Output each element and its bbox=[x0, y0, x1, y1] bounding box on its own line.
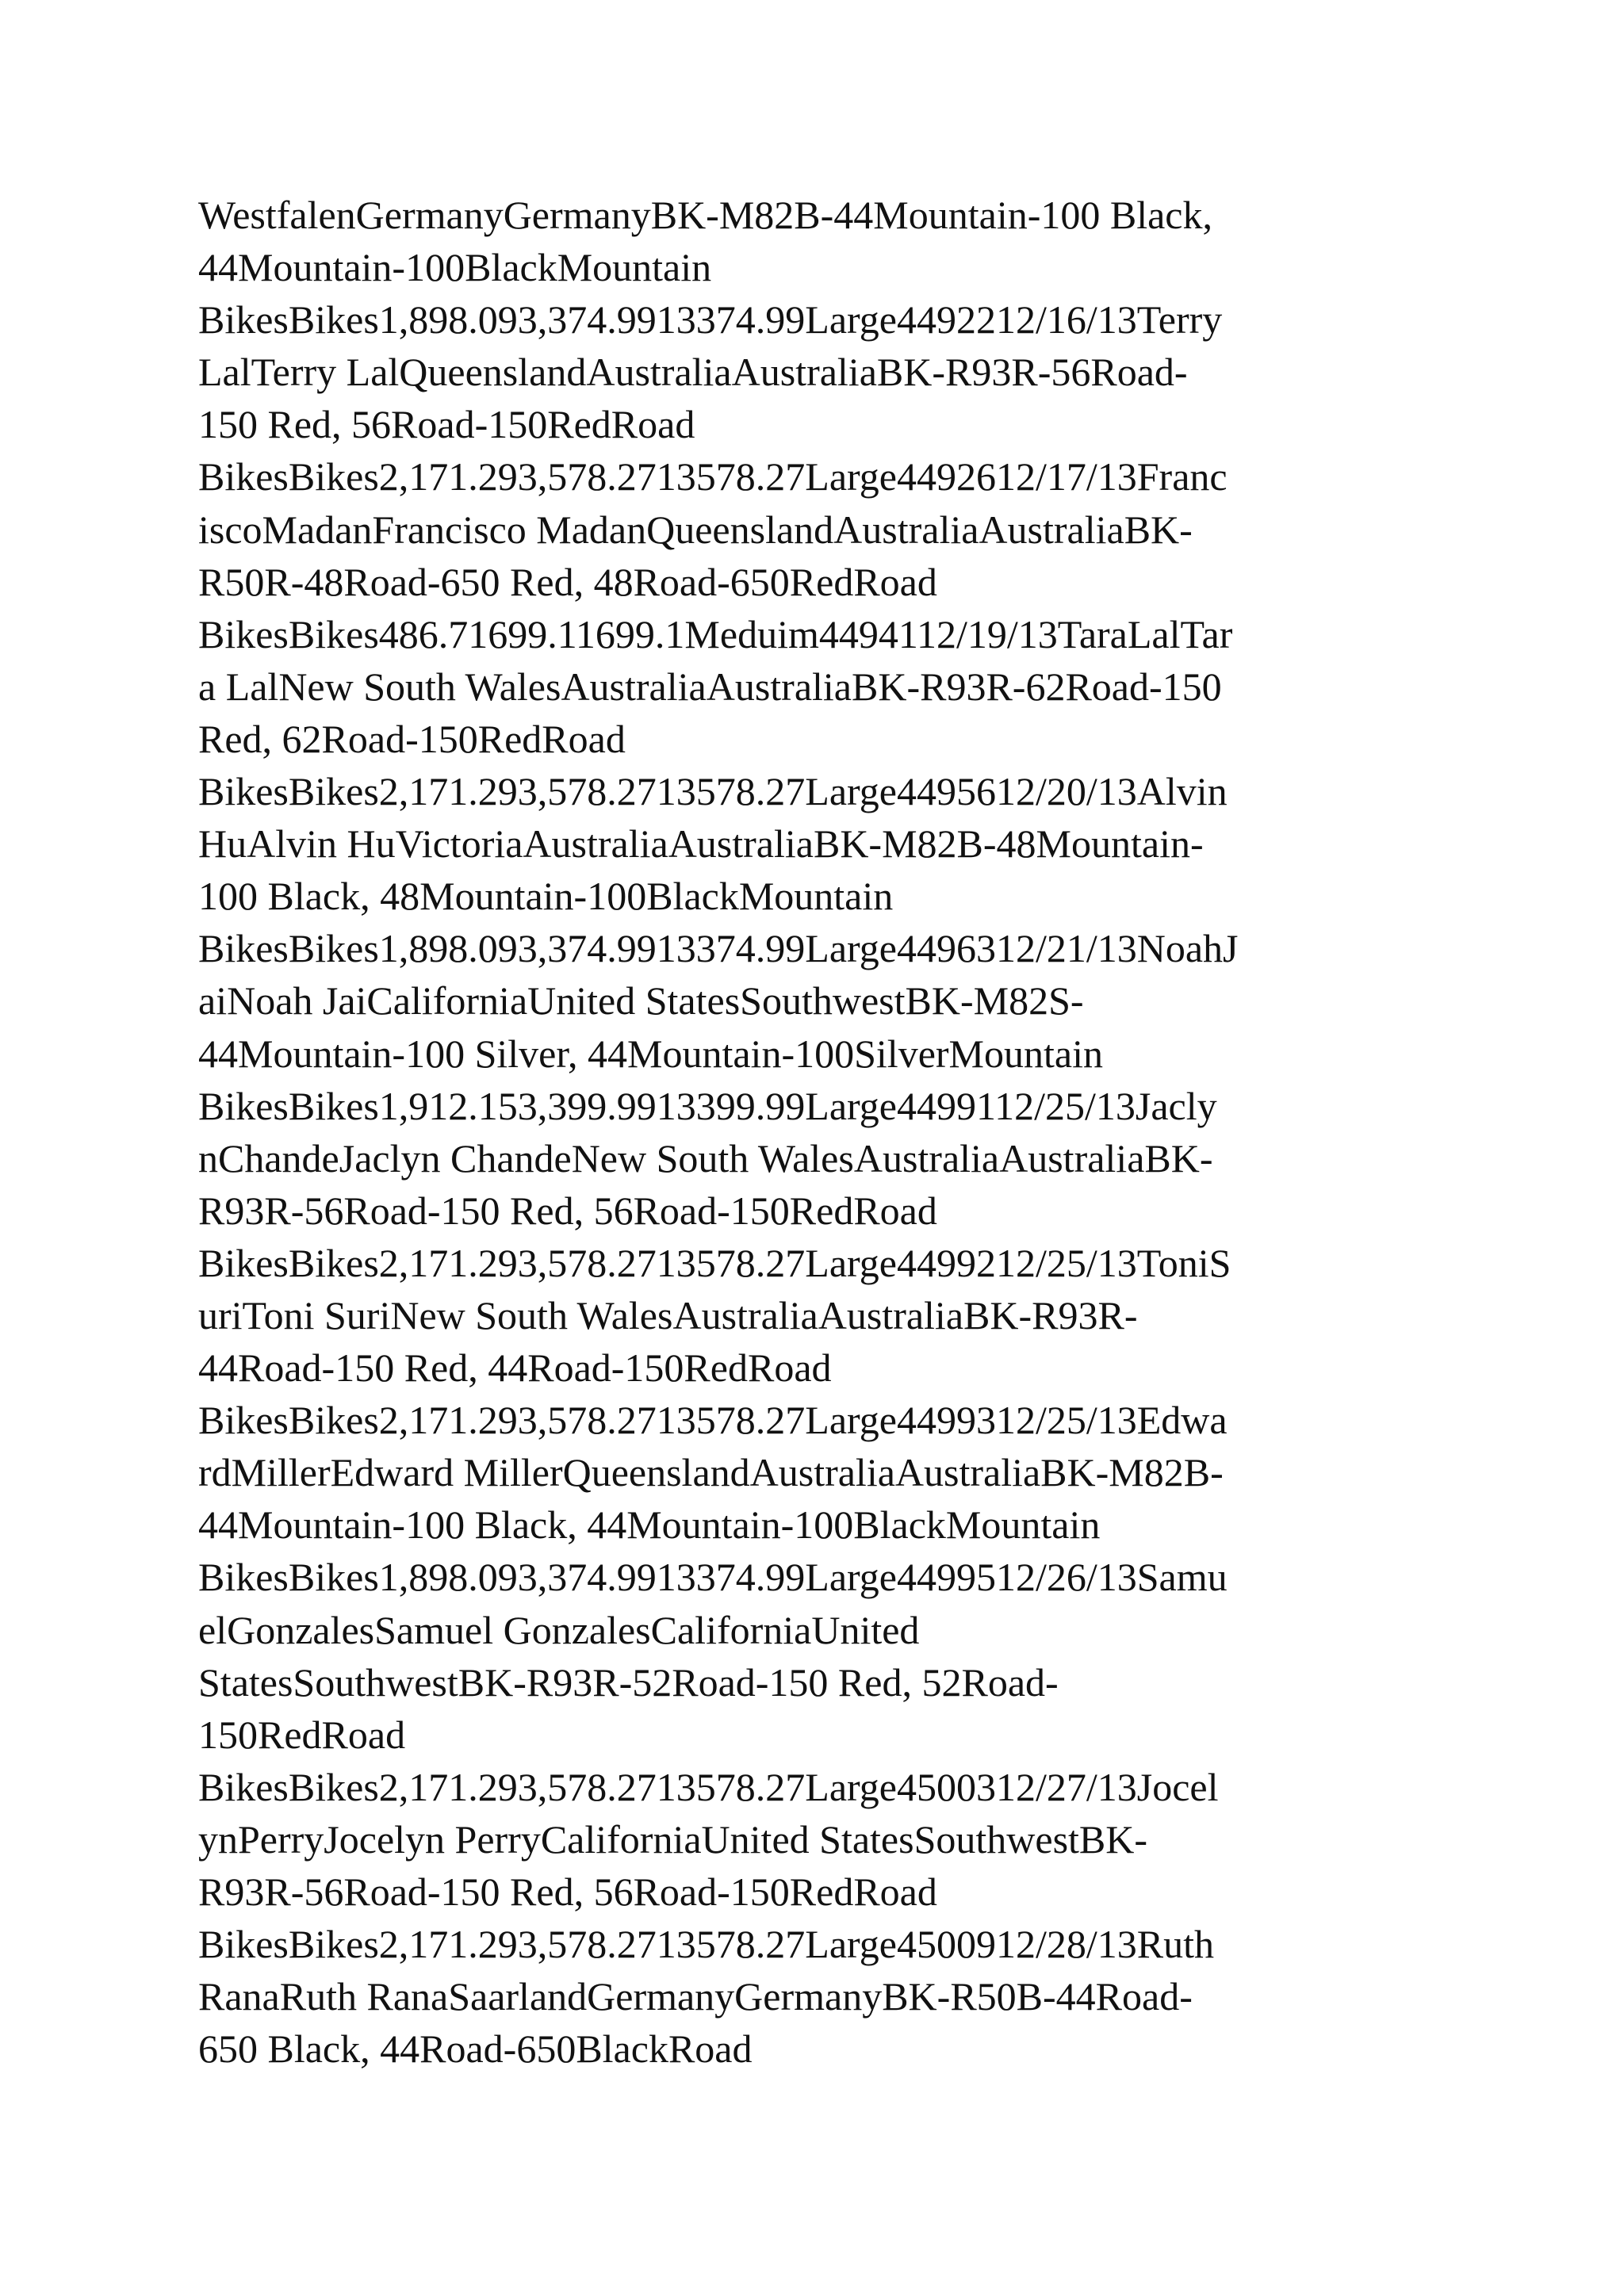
text-line: WestfalenGermanyGermanyBK-M82B-44Mountain-100 Black, bbox=[198, 193, 1213, 237]
text-line: 44Mountain-100 Black, 44Mountain-100BlackMountain bbox=[198, 1502, 1101, 1548]
text-line: HuAlvin HuVictoriaAustraliaAustraliaBK-M82B-48Mountain- bbox=[198, 821, 1204, 867]
text-line: 44Mountain-100BlackMountain bbox=[198, 245, 712, 290]
text-line: BikesBikes2,171.293,578.2713578.27Large4495612/20/13Alvin bbox=[198, 769, 1228, 814]
text-line: LalTerry LalQueenslandAustraliaAustraliaBK-R93R-56Road- bbox=[198, 350, 1188, 395]
text-line: R93R-56Road-150 Red, 56Road-150RedRoad bbox=[198, 1188, 937, 1233]
text-line: 650 Black, 44Road-650BlackRoad bbox=[198, 2026, 753, 2072]
text-line: ynPerryJocelyn PerryCaliforniaUnited StatesSouthwestBK- bbox=[198, 1816, 1148, 1862]
text-line: 44Road-150 Red, 44Road-150RedRoad bbox=[198, 1345, 832, 1391]
text-line: elGonzalesSamuel GonzalesCaliforniaUnited bbox=[198, 1607, 920, 1652]
text-line: BikesBikes1,898.093,374.9913374.99Large4499512/26/13Samu bbox=[198, 1555, 1228, 1600]
text-line: BikesBikes2,171.293,578.2713578.27Large4492612/17/13Franc bbox=[198, 454, 1228, 499]
text-line: BikesBikes1,912.153,399.9913399.99Large4499112/25/13Jacly bbox=[198, 1083, 1217, 1128]
text-line: BikesBikes486.71699.11699.1Meduim4494112/19/13TaraLalTar bbox=[198, 611, 1233, 656]
text-line: BikesBikes1,898.093,374.9913374.99Large4496312/21/13NoahJ bbox=[198, 926, 1239, 971]
text-line: 100 Black, 48Mountain-100BlackMountain bbox=[198, 874, 894, 919]
text-line: iscoMadanFrancisco MadanQueenslandAustraliaAustraliaBK- bbox=[198, 507, 1193, 552]
text-line: uriToni SuriNew South WalesAustraliaAustraliaBK-R93R- bbox=[198, 1292, 1138, 1337]
document-text-block bbox=[198, 189, 1467, 2075]
text-line: 150RedRoad bbox=[198, 1712, 406, 1757]
text-line: rdMillerEdward MillerQueenslandAustraliaAustraliaBK-M82B- bbox=[198, 1450, 1224, 1495]
text-line: StatesSouthwestBK-R93R-52Road-150 Red, 52Road- bbox=[198, 1659, 1059, 1705]
text-line: nChandeJaclyn ChandeNew South WalesAustraliaAustraliaBK- bbox=[198, 1135, 1213, 1181]
text-line: R93R-56Road-150 Red, 56Road-150RedRoad bbox=[198, 1869, 937, 1914]
text-line: R50R-48Road-650 Red, 48Road-650RedRoad bbox=[198, 559, 937, 604]
text-line: BikesBikes2,171.293,578.2713578.27Large4499312/25/13Edwa bbox=[198, 1398, 1228, 1443]
text-line: a LalNew South WalesAustraliaAustraliaBK-R93R-62Road-150 bbox=[198, 664, 1222, 709]
text-line: BikesBikes1,898.093,374.9913374.99Large4492212/16/13Terry bbox=[198, 297, 1223, 342]
text-line: 150 Red, 56Road-150RedRoad bbox=[198, 402, 695, 447]
text-line: Red, 62Road-150RedRoad bbox=[198, 716, 626, 761]
text-line: BikesBikes2,171.293,578.2713578.27Large4500912/28/13Ruth bbox=[198, 1922, 1214, 1967]
text-line: 44Mountain-100 Silver, 44Mountain-100SilverMountain bbox=[198, 1031, 1103, 1076]
text-line: BikesBikes2,171.293,578.2713578.27Large4499212/25/13ToniS bbox=[198, 1240, 1231, 1285]
text-line: aiNoah JaiCaliforniaUnited StatesSouthwestBK-M82S- bbox=[198, 978, 1084, 1024]
text-line: BikesBikes2,171.293,578.2713578.27Large4500312/27/13Jocel bbox=[198, 1764, 1219, 1809]
text-line: RanaRuth RanaSaarlandGermanyGermanyBK-R50B-44Road- bbox=[198, 1974, 1193, 2019]
